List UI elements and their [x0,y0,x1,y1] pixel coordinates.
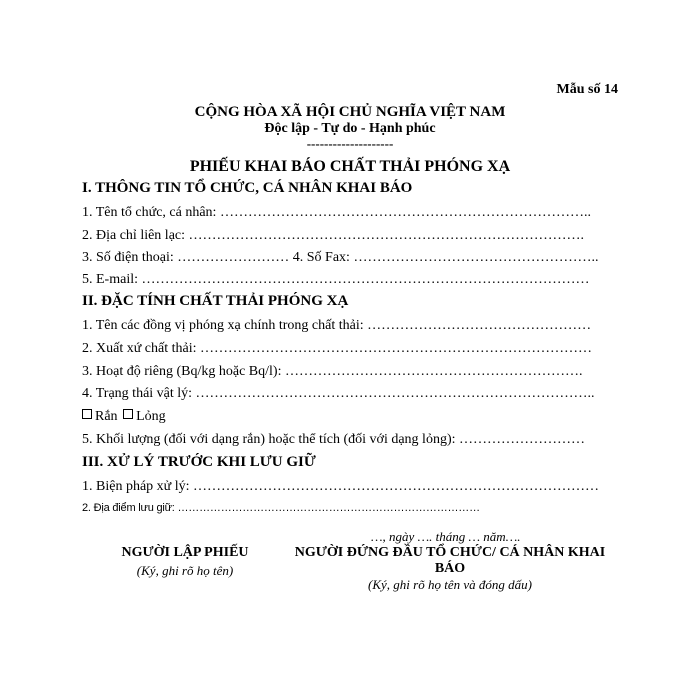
field-phone-fax: 3. Số điện thoại: …………………… 4. Số Fax: …………………………………………….. [82,250,599,265]
preparer-title: NGƯỜI LẬP PHIẾU [121,545,249,560]
head-of-organization-title-cont: BÁO [434,561,466,576]
solid-checkbox[interactable] [82,409,92,419]
field-storage-location: 2. Địa điểm lưu giữ: ………………………………………………………………………… [82,502,480,514]
field-organization-name: 1. Tên tổ chức, cá nhân: …………………………………………………………………….. [82,205,591,220]
field-mass-volume: 5. Khối lượng (đối với dạng rắn) hoặc thể tích (đối với dạng lỏng): ……………………… [82,432,586,447]
section-1-heading: I. THÔNG TIN TỔ CHỨC, CÁ NHÂN KHAI BÁO [82,180,413,196]
field-contact-address: 2. Địa chỉ liên lạc: …………………………………………………………………………. [82,228,585,243]
date-line: …, ngày …. tháng … năm…. [371,529,521,544]
national-motto: Độc lập - Tự do - Hạnh phúc [264,121,436,136]
head-of-organization-title: NGƯỜI ĐỨNG ĐẦU TỔ CHỨC/ CÁ NHÂN KHAI [294,545,606,560]
header-divider: -------------------- [306,136,394,151]
form-number: Mẫu số 14 [556,82,618,97]
field-isotopes: 1. Tên các đồng vị phóng xạ chính trong chất thải: ………………………………………… [82,318,592,333]
solid-label: Rắn [95,409,118,424]
country-name: CỘNG HÒA XÃ HỘI CHỦ NGHĨA VIỆT NAM [194,104,506,120]
section-2-heading: II. ĐẶC TÍNH CHẤT THẢI PHÓNG XẠ [82,293,349,309]
preparer-note: (Ký, ghi rõ họ tên) [136,563,234,578]
form-title: PHIẾU KHAI BÁO CHẤT THẢI PHÓNG XẠ [189,158,511,175]
liquid-checkbox[interactable] [123,409,133,419]
liquid-label: Lỏng [136,409,166,424]
physical-state-options [82,409,166,425]
field-waste-origin: 2. Xuất xứ chất thải: ………………………………………………………………………… [82,341,593,356]
field-specific-activity: 3. Hoạt độ riêng (Bq/kg hoặc Bq/l): ………………………………………………………. [82,364,583,379]
field-physical-state: 4. Trạng thái vật lý: ………………………………………………………………………….. [82,386,595,401]
head-of-organization-note: (Ký, ghi rõ họ tên và đóng dấu) [368,577,532,592]
field-email: 5. E-mail: …………………………………………………………………………………… [82,272,590,287]
field-treatment-method: 1. Biện pháp xử lý: …………………………………………………………………………… [82,479,600,494]
section-3-heading: III. XỬ LÝ TRƯỚC KHI LƯU GIỮ [82,454,316,470]
